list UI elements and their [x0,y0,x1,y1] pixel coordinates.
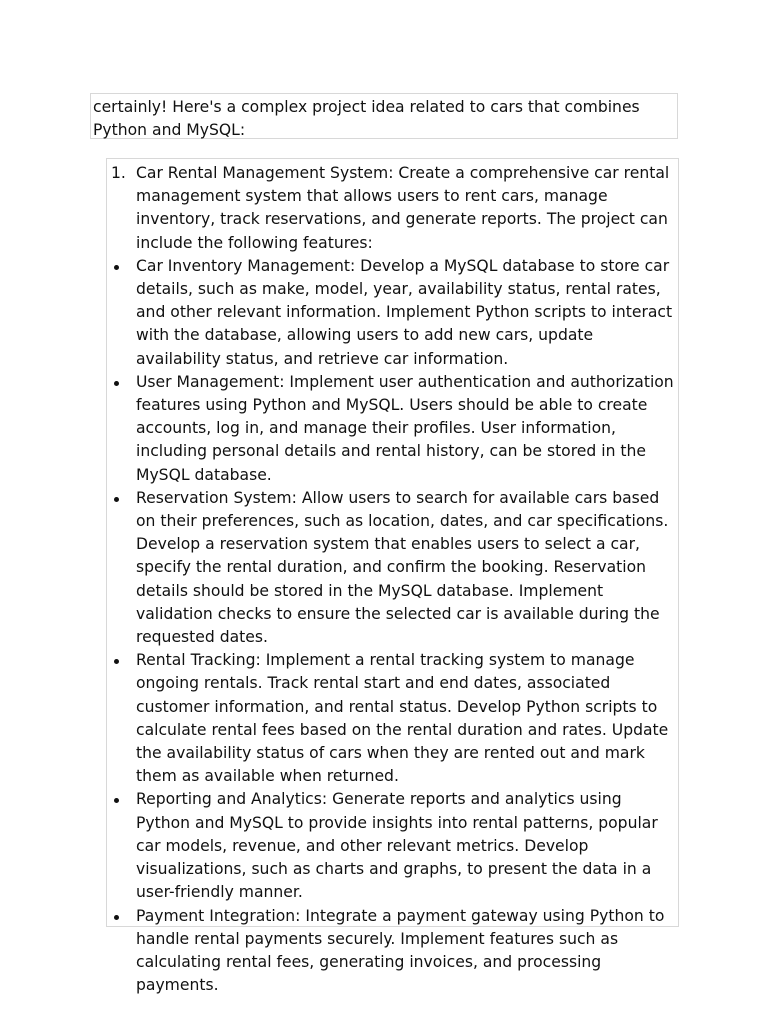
numbered-list-item [107,162,678,255]
bullet-item-payment-integration [107,905,678,998]
feature-list-box [106,158,679,995]
bullet-item-text: User Management: Implement user authentication and authorization features using Python and MySQL. Users should be able to create accounts, log in, and manage their profiles. User information, including personal details and rental history, can be stored in the MySQL database. [136,372,674,484]
bullet-item-car-inventory [107,255,678,371]
bullet-icon [114,798,119,803]
bullet-item-text: Rental Tracking: Implement a rental tracking system to manage ongoing rentals. Track rental start and end dates, associated customer information, and rental status. Develop Python scripts to calculate rental fees based on the rental duration and rates. Update the availability status of cars when they are rented out and mark them as available when returned. [136,651,669,786]
list-item-text: Car Rental Management System: Create a comprehensive car rental management system that allows users to rent cars, manage inventory, track reservations, and generate reports. The project can include the following features: [136,164,670,252]
bullet-item-reporting-analytics [107,788,678,904]
bullet-item-text: Car Inventory Management: Develop a MySQL database to store car details, such as make, model, year, availability status, rental rates, and other relevant information. Implement Python scripts to interact with the database, allowing users to add new cars, update availability status, and retrieve car information. [136,256,673,368]
bullet-item-text: Reservation System: Allow users to search for available cars based on their preferences, such as location, dates, and car specifications. Develop a reservation system that enables users to select a car, specify the rental duration, and confirm the booking. Reservation details should be stored in the MySQL database. Implement validation checks to ensure the selected car is available during the requested dates. [136,488,669,647]
bullet-icon [114,915,119,920]
bullet-item-user-management [107,371,678,487]
bullet-icon [114,381,119,386]
bullet-item-text: Payment Integration: Integrate a payment gateway using Python to handle rental payments securely. Implement features such as calculating rental fees, generating invoices, and processing payments. [136,906,665,995]
bullet-icon [114,659,119,664]
bullet-item-reservation-system [107,487,678,649]
list-number: 1. [111,164,126,182]
intro-text: certainly! Here's a complex project idea related to cars that combines Python and MySQL: [93,98,640,139]
bullet-icon [114,265,119,270]
intro-paragraph-box [90,93,678,139]
bullet-item-text: Reporting and Analytics: Generate reports and analytics using Python and MySQL to provide insights into rental patterns, popular car models, revenue, and other relevant metrics. Develop visualizations, such as charts and graphs, to present the data in a user-friendly manner. [136,790,658,902]
bullet-item-rental-tracking [107,649,678,788]
bullet-icon [114,497,119,502]
